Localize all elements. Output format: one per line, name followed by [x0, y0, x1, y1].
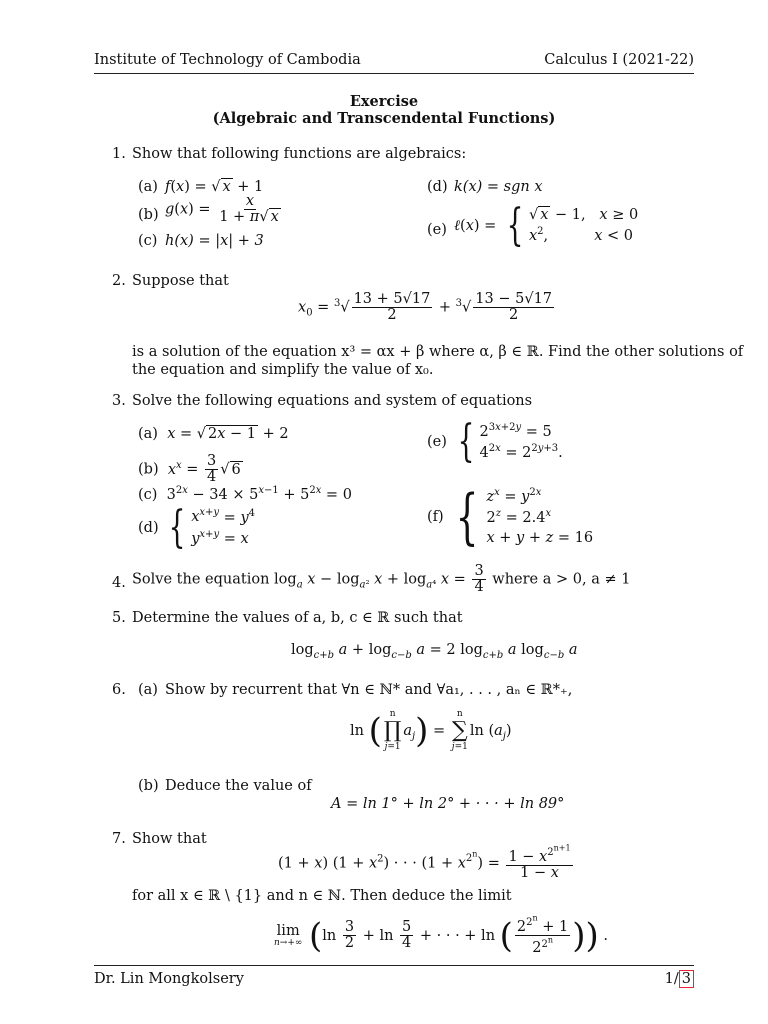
- q3c: (c) $3^{2x} - 34 \times 5^{x-1} + 5^{2x} = 0$: [138, 485, 352, 503]
- q3a: (a) x = √ 2x − 1 + 2: [138, 426, 289, 442]
- q1a-label: (a): [138, 179, 158, 195]
- q1c-expr: h(x) = |x| + 3: [165, 233, 264, 249]
- header-rule: [94, 73, 694, 74]
- page-footer: [94, 971, 694, 987]
- q3-text: Solve the following equations and system of equations: [132, 393, 533, 409]
- page-header: [94, 52, 694, 68]
- q6-number: 6.: [112, 682, 126, 698]
- q3f: (f) { $z^x = y^{2x}$ $2^z = 2.4^x$ x + y + z = 16: [427, 482, 594, 553]
- q2-line-2: the equation and simplify the value of x₀.: [132, 362, 434, 378]
- q5-text: Determine the values of a, b, c ∈ ℝ such that: [132, 610, 463, 626]
- q1c-label: (c): [138, 233, 158, 249]
- institute-name: Institute of Technology of Cambodia: [94, 52, 361, 68]
- q1-number: 1.: [112, 146, 126, 162]
- title-line-1: Exercise: [349, 93, 419, 110]
- q4-text: Solve the equation: [132, 571, 270, 588]
- q1d-expr: k(x) = sgn x: [454, 179, 543, 195]
- page-number: [665, 971, 694, 987]
- q6a-text: Show by recurrent that ∀n ∈ ℕ* and ∀a₁, . . . , aₙ ∈ ℝ*₊,: [165, 682, 573, 698]
- q7-identity: (1 + x) $(1 + x^2)$ · · · $(1 + x^{2^n})$ = $\frac{1 - x^{2^{n+1}}}{1 - x}$: [278, 844, 571, 882]
- q6a-formula: ln ( n ∏ j=1 $a_j$) = n ∑ j=1 $\ln (a_j)$: [350, 709, 512, 752]
- q1d-label: (d): [427, 179, 448, 195]
- q1a-expr: f(x) = √ x + 1: [165, 179, 264, 195]
- q2-line-1: is a solution of the equation x³ = αx + β where α, β ∈ ℝ. Find the other solutions of: [132, 344, 744, 360]
- title-line-2: (Algebraic and Transcendental Functions): [212, 110, 556, 127]
- q4-tail: where a > 0, a ≠ 1: [492, 571, 631, 588]
- q5-formula: $\log_{c+b} a + \log_{c-b} a = 2$ $\log_{c+b} a$ $\log_{c-b} a$: [291, 642, 578, 661]
- q6a-label: (a): [138, 682, 158, 698]
- q4-number: 4.: [112, 575, 126, 591]
- q6b-text: Deduce the value of: [165, 778, 312, 794]
- footer-rule: [94, 965, 694, 966]
- author-name: Dr. Lin Mongkolsery: [94, 971, 244, 987]
- course-name: Calculus I (2021-22): [544, 52, 694, 68]
- q1b-label: (b): [138, 207, 159, 223]
- q5-number: 5.: [112, 610, 126, 626]
- q1e-expr: ℓ(x) = { √ x − 1, x ≥ 0 $x^2$, x < 0: [454, 200, 639, 251]
- q1b-expr: g(x) = $\frac{x}{1 + \pi√ x}$: [165, 193, 279, 226]
- q6b-label: (b): [138, 778, 159, 794]
- total-pages-link[interactable]: 3: [679, 970, 694, 988]
- q2-formula: $x_0 = ^3√$ $\frac{13 + 5√17}{2}$ + $^3$√ $\frac{13 - 5√17}{2}$: [298, 291, 553, 324]
- q3d: (d) { $x^{x+y} = y^4$ $y^{x+y} = x$: [138, 502, 256, 553]
- q1e-label: (e): [427, 222, 447, 238]
- q7-number: 7.: [112, 831, 126, 847]
- q3e: (e) { $2^{3x+2y} = 5$ $4^{2x} = 2^{2y+3}$.: [427, 416, 563, 467]
- q2-text: Suppose that: [132, 273, 229, 289]
- q3b: (b) $x^x$ = $\frac{3}{4}$ √ 6: [138, 453, 241, 486]
- q3-number: 3.: [112, 393, 126, 409]
- q6b-formula: A = ln 1° + ln 2° + · · · + ln 89°: [331, 796, 565, 812]
- q7-limit: lim n→+∞ (ln $\frac{3}{2}$ + ln $\frac{5}{4}$ + · · · + ln ( $\frac{2^{2^n} + 1}{2^{2^n}}$ )) .: [274, 914, 609, 957]
- q4-line: Solve the equation $\log_a x - \log_{a^2} x + \log_{a^4} x$ = $\frac{3}{4}$ where a > 0, a ≠ 1: [132, 563, 631, 596]
- q7-text: Show that: [132, 831, 207, 847]
- q1-text: Show that following functions are algebraics:: [132, 146, 467, 162]
- q2-number: 2.: [112, 273, 126, 289]
- page-prefix: 1/: [664, 971, 679, 987]
- q7-line: for all x ∈ ℝ \ {1} and n ∈ ℕ. Then deduce the limit: [132, 888, 512, 904]
